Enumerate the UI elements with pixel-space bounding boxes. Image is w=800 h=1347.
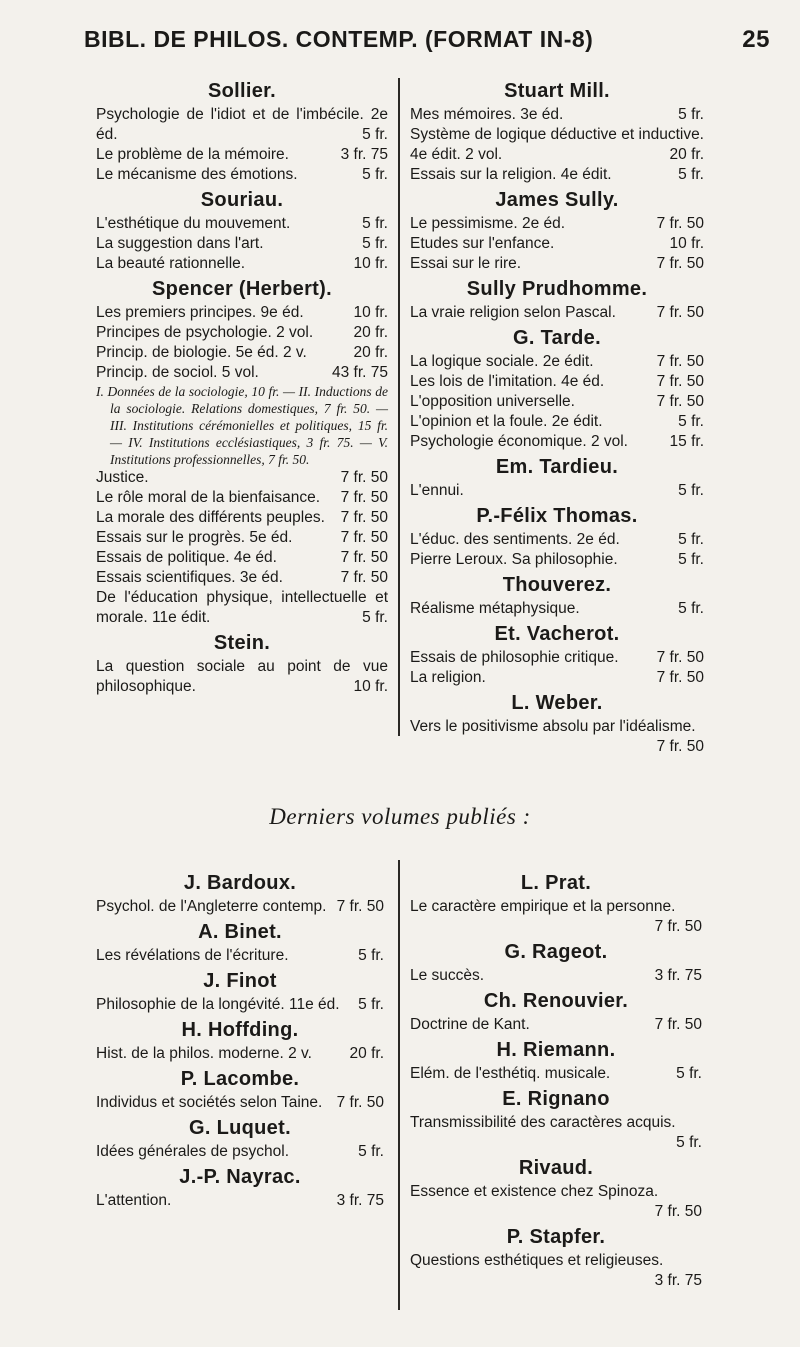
header-title: BIBL. DE PHILOS. CONTEMP. (FORMAT IN-8): [84, 26, 594, 52]
bottom-left-column: [96, 868, 384, 1211]
book-title: La vraie religion selon Pascal.: [410, 304, 616, 321]
book-price: 7 fr. 50: [654, 1203, 702, 1220]
book-entry: [410, 1064, 702, 1084]
author-heading: P. Stapfer.: [506, 1226, 606, 1248]
author-heading: G. Tarde.: [513, 327, 601, 349]
book-price: 7 fr. 50: [656, 215, 704, 232]
book-entry: [96, 468, 388, 488]
book-price: 43 fr. 75: [331, 364, 388, 381]
book-entry: [410, 372, 704, 392]
book-price: 7 fr. 50: [340, 489, 388, 506]
volume-note: I. Données de la sociologie, 10 fr. — II. Inductions de la sociologie. Relations domestiques, 7 fr. 50. — III. Institutions cérémonielles et politiques, 15 fr. — IV. Institutions ecclésiastiques, 3 fr. 75. — V. Institutions professionnelles, 7 fr. 50.: [96, 384, 388, 467]
book-entry: [96, 488, 388, 508]
book-entry: [410, 125, 704, 165]
book-price: 5 fr.: [358, 947, 384, 964]
book-title: Essais sur la religion. 4e édit.: [410, 166, 612, 183]
book-price: 5 fr.: [676, 1065, 702, 1082]
book-price: 5 fr.: [358, 996, 384, 1013]
book-title: Hist. de la philos. moderne. 2 v.: [96, 1045, 312, 1062]
book-entry: [410, 648, 704, 668]
author-heading: P.-Félix Thomas.: [476, 505, 638, 527]
book-price: 20 fr.: [353, 324, 388, 341]
book-entry: [410, 668, 704, 688]
book-title: Essais sur le progrès. 5e éd.: [96, 529, 293, 546]
book-entry: [96, 897, 384, 917]
book-entry: [410, 966, 702, 986]
bottom-right-column: [410, 868, 702, 1291]
author-heading: G. Rageot.: [504, 941, 608, 963]
book-entry: [410, 1182, 702, 1222]
author-heading: Souriau.: [200, 189, 284, 211]
book-entry: [410, 717, 704, 757]
author-heading: H. Hoffding.: [181, 1019, 299, 1041]
book-title: Essence et existence chez Spinoza.: [410, 1183, 659, 1200]
book-entry: [410, 1015, 702, 1035]
book-title: La morale des différents peuples.: [96, 509, 325, 526]
book-title: Transmissibilité des caractères acquis.: [410, 1114, 676, 1131]
top-right-column: [410, 76, 704, 757]
author-heading: L. Prat.: [520, 872, 592, 894]
book-price: 7 fr. 50: [336, 1094, 384, 1111]
book-entry: [96, 363, 388, 383]
book-entry: [410, 481, 704, 501]
author-heading: Thouverez.: [502, 574, 612, 596]
book-price: 5 fr.: [678, 413, 704, 430]
book-title: L'attention.: [96, 1192, 172, 1209]
book-entry: [96, 657, 388, 697]
book-entry: [96, 234, 388, 254]
book-title: La suggestion dans l'art.: [96, 235, 264, 252]
book-entry: [410, 1113, 702, 1153]
author-heading: Rivaud.: [518, 1157, 594, 1179]
book-entry: [410, 214, 704, 234]
book-title: Doctrine de Kant.: [410, 1016, 530, 1033]
book-price: 5 fr.: [362, 166, 388, 183]
book-entry: [96, 105, 388, 145]
book-title: Essai sur le rire.: [410, 255, 522, 272]
book-entry: [96, 343, 388, 363]
book-title: La question sociale au point de vue philosophique.: [96, 658, 388, 695]
book-price: 20 fr.: [669, 146, 704, 163]
book-title: Etudes sur l'enfance.: [410, 235, 555, 252]
book-price: 3 fr. 75: [654, 1272, 702, 1289]
book-price: 7 fr. 50: [656, 669, 704, 686]
book-entry: [410, 105, 704, 125]
book-entry: [96, 165, 388, 185]
author-heading: Sully Prudhomme.: [466, 278, 648, 300]
book-price: 5 fr.: [678, 106, 704, 123]
book-title: L'éduc. des sentiments. 2e éd.: [410, 531, 620, 548]
author-heading: Em. Tardieu.: [495, 456, 619, 478]
book-entry: [96, 254, 388, 274]
book-title: La beauté rationnelle.: [96, 255, 246, 272]
book-entry: [410, 303, 704, 323]
book-title: Le rôle moral de la bienfaisance.: [96, 489, 321, 506]
book-price: 7 fr. 50: [656, 353, 704, 370]
book-title: L'ennui.: [410, 482, 464, 499]
book-entry: [96, 568, 388, 588]
book-entry: [410, 599, 704, 619]
book-price: 7 fr. 50: [656, 304, 704, 321]
book-entry: [96, 303, 388, 323]
book-price: 3 fr. 75: [336, 1192, 384, 1209]
book-price: 10 fr.: [353, 255, 388, 272]
book-entry: [96, 1044, 384, 1064]
book-title: Individus et sociétés selon Taine.: [96, 1094, 323, 1111]
book-price: 5 fr.: [678, 482, 704, 499]
book-price: 10 fr.: [669, 235, 704, 252]
book-entry: [96, 548, 388, 568]
book-price: 10 fr.: [353, 304, 388, 321]
book-entry: [410, 1251, 702, 1291]
book-title: Mes mémoires. 3e éd.: [410, 106, 564, 123]
book-price: 7 fr. 50: [336, 898, 384, 915]
book-title: Questions esthétiques et religieuses.: [410, 1252, 664, 1269]
author-heading: Spencer (Herbert).: [152, 278, 332, 300]
book-entry: [96, 1093, 384, 1113]
book-price: 7 fr. 50: [340, 469, 388, 486]
book-entry: [96, 1191, 384, 1211]
author-heading: A. Binet.: [198, 921, 282, 943]
column-divider-top: [398, 78, 400, 736]
book-title: Psychologie économique. 2 vol.: [410, 433, 628, 450]
book-title: Le problème de la mémoire.: [96, 146, 289, 163]
author-heading: J.-P. Nayrac.: [179, 1166, 301, 1188]
book-title: Elém. de l'esthétiq. musicale.: [410, 1065, 611, 1082]
book-title: Pierre Leroux. Sa philosophie.: [410, 551, 618, 568]
column-divider-bottom: [398, 860, 400, 1310]
book-entry: [410, 897, 702, 937]
author-heading: P. Lacombe.: [180, 1068, 300, 1090]
running-head: [84, 26, 770, 54]
book-title: Essais de politique. 4e éd.: [96, 549, 277, 566]
book-price: 5 fr.: [362, 215, 388, 232]
book-title: Système de logique déductive et inductive. 4e édit. 2 vol.: [410, 126, 704, 163]
book-title: Essais scientifiques. 3e éd.: [96, 569, 283, 586]
book-price: 7 fr. 50: [654, 1016, 702, 1033]
book-price: 7 fr. 50: [654, 918, 702, 935]
book-entry: [96, 145, 388, 165]
book-title: Le pessimisme. 2e éd.: [410, 215, 566, 232]
book-price: 7 fr. 50: [656, 373, 704, 390]
book-title: Justice.: [96, 469, 149, 486]
author-heading: G. Luquet.: [189, 1117, 291, 1139]
book-title: Principes de psychologie. 2 vol.: [96, 324, 314, 341]
author-heading: James Sully.: [495, 189, 619, 211]
top-left-column: [96, 76, 388, 697]
book-entry: [96, 214, 388, 234]
book-price: 7 fr. 50: [340, 549, 388, 566]
book-title: Psychologie de l'idiot et de l'imbécile. 2e éd.: [96, 106, 388, 143]
author-heading: Stuart Mill.: [504, 80, 610, 102]
book-price: 15 fr.: [669, 433, 704, 450]
section-title: Derniers volumes publiés :: [269, 804, 531, 829]
book-title: De l'éducation physique, intellectuelle et morale. 11e édit.: [96, 589, 388, 626]
book-title: Psychol. de l'Angleterre contemp.: [96, 898, 327, 915]
author-heading: Sollier.: [208, 80, 276, 102]
book-entry: [96, 323, 388, 343]
book-price: 5 fr.: [358, 1143, 384, 1160]
book-price: 7 fr. 50: [340, 529, 388, 546]
book-title: La religion.: [410, 669, 486, 686]
book-title: Essais de philosophie critique.: [410, 649, 619, 666]
author-heading: Ch. Renouvier.: [483, 990, 629, 1012]
book-price: 5 fr.: [362, 126, 388, 143]
book-price: 7 fr. 50: [656, 649, 704, 666]
book-title: Princip. de biologie. 5e éd. 2 v.: [96, 344, 307, 361]
book-price: 7 fr. 50: [656, 255, 704, 272]
book-entry: [96, 946, 384, 966]
book-title: L'opposition universelle.: [410, 393, 575, 410]
book-title: Philosophie de la longévité. 11e éd.: [96, 996, 340, 1013]
book-price: 20 fr.: [353, 344, 388, 361]
book-title: Les lois de l'imitation. 4e éd.: [410, 373, 605, 390]
book-entry: [410, 392, 704, 412]
page-number: 25: [742, 26, 770, 53]
book-price: 3 fr. 75: [654, 967, 702, 984]
book-entry: [96, 508, 388, 528]
author-heading: J. Finot: [203, 970, 277, 992]
book-title: Les premiers principes. 9e éd.: [96, 304, 304, 321]
book-price: 5 fr.: [678, 531, 704, 548]
author-heading: Et. Vacherot.: [494, 623, 620, 645]
book-title: Princip. de sociol. 5 vol.: [96, 364, 259, 381]
book-price: 7 fr. 50: [656, 393, 704, 410]
book-price: 7 fr. 50: [340, 509, 388, 526]
book-title: L'opinion et la foule. 2e édit.: [410, 413, 603, 430]
book-entry: [410, 254, 704, 274]
book-price: 5 fr.: [678, 166, 704, 183]
book-price: 7 fr. 50: [340, 569, 388, 586]
author-heading: L. Weber.: [511, 692, 603, 714]
book-title: Le mécanisme des émotions.: [96, 166, 298, 183]
book-title: Réalisme métaphysique.: [410, 600, 580, 617]
book-title: La logique sociale. 2e édit.: [410, 353, 594, 370]
book-entry: [410, 550, 704, 570]
author-heading: H. Riemann.: [496, 1039, 616, 1061]
author-heading: Stein.: [213, 632, 271, 654]
book-entry: [410, 165, 704, 185]
book-title: Le caractère empirique et la personne.: [410, 898, 676, 915]
book-title: Vers le positivisme absolu par l'idéalisme.: [410, 718, 696, 735]
book-title: Idées générales de psychol.: [96, 1143, 290, 1160]
book-entry: [410, 432, 704, 452]
book-price: 5 fr.: [676, 1134, 702, 1151]
author-heading: J. Bardoux.: [183, 872, 297, 894]
book-entry: [410, 234, 704, 254]
book-entry: [96, 528, 388, 548]
book-price: 5 fr.: [678, 600, 704, 617]
book-title: Le succès.: [410, 967, 485, 984]
book-title: Les révélations de l'écriture.: [96, 947, 289, 964]
book-price: 7 fr. 50: [656, 738, 704, 755]
book-entry: [410, 352, 704, 372]
book-price: 20 fr.: [349, 1045, 384, 1062]
book-title: L'esthétique du mouvement.: [96, 215, 291, 232]
book-price: 5 fr.: [362, 235, 388, 252]
book-entry: [96, 588, 388, 628]
book-price: 10 fr.: [353, 678, 388, 695]
book-entry: [410, 412, 704, 432]
author-heading: E. Rignano: [502, 1088, 610, 1110]
book-entry: [96, 995, 384, 1015]
book-entry: [410, 530, 704, 550]
book-entry: [96, 1142, 384, 1162]
book-price: 5 fr.: [362, 609, 388, 626]
book-price: 5 fr.: [678, 551, 704, 568]
book-price: 3 fr. 75: [340, 146, 388, 163]
